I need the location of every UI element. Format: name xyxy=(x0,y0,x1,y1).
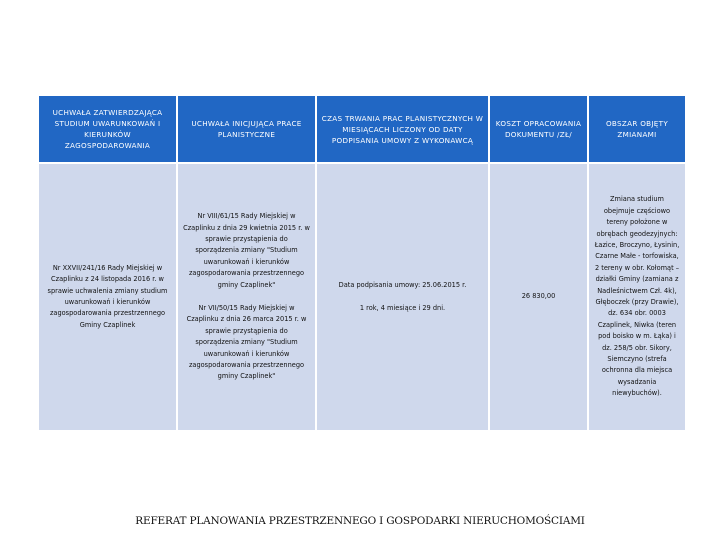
table-row xyxy=(39,164,685,430)
table-header-row xyxy=(39,96,685,162)
cell-cost xyxy=(490,164,587,430)
planning-table xyxy=(37,94,687,432)
header-approving-resolution: UCHWAŁA ZATWIERDZAJĄCA STUDIUM UWARUNKOWAŃ I KIERUNKÓW ZAGOSPODAROWANIA xyxy=(39,96,176,162)
cell-area xyxy=(589,164,685,430)
area-description: Zmiana studium obejmuje częściowo tereny położone w obrębach geodezyjnych: Łazice, Broczyno, Łysinin, Czarne Małe - torfowiska, 2 tereny w obr. Kołomąt – działki Gminy (zamiana z Nadleśnictwem Czł. 4k), Głęboczek (przy Drawie), dz. 634 obr. 0003 Czaplinek, Niwka (teren pod boisko w m. Łąka) i dz. 258/5 obr. Sikory, Siemczyno (strefa ochronna dla miejsca wysadzania niewybuchów). xyxy=(594,195,680,398)
footer-department: REFERAT PLANOWANIA PRZESTRZENNEGO I GOSPODARKI NIERUCHOMOŚCIAMI xyxy=(135,515,585,527)
cell-approving-resolution xyxy=(39,164,176,430)
duration-value: 1 rok, 4 miesiące i 29 dni. xyxy=(359,304,446,312)
approving-resolution-text: Nr XXVII/241/16 Rady Miejskiej w Czaplinku z 24 listopada 2016 r. w sprawie uchwalenia zmiany studium uwarunkowań i kierunków zagospodarowania przestrzennego Gminy Czaplinek xyxy=(47,263,168,329)
header-cost: KOSZT OPRACOWANIA DOKUMENTU /ZŁ/ xyxy=(490,96,587,162)
initiating-resolution-2: Nr VII/50/15 Rady Miejskiej w Czaplinku z dnia 26 marca 2015 r. w sprawie przystąpienia do sporządzenia zmiany "Studium uwarunkowań i kierunków zagospodarowania przestrzennego gminy Czaplinek" xyxy=(186,304,307,381)
header-duration: CZAS TRWANIA PRAC PLANISTYCZNYCH W MIESIĄCACH LICZONY OD DATY PODPISANIA UMOWY Z WYKONAWCĄ xyxy=(317,96,488,162)
contract-date: Data podpisania umowy: 25.06.2015 r. xyxy=(338,280,467,289)
cost-value: 26 830,00 xyxy=(521,292,556,301)
header-area: OBSZAR OBJĘTY ZMIANAMI xyxy=(589,96,685,162)
initiating-resolution-1: Nr VIII/61/15 Rady Miejskiej w Czaplinku z dnia 29 kwietnia 2015 r. w sprawie przystąpienia do sporządzenia zmiany "Studium uwarunkowań i kierunków zagospodarowania przestrzennego gminy Czaplinek" xyxy=(183,212,310,289)
cell-duration xyxy=(317,164,488,430)
header-initiating-resolution: UCHWAŁA INICJUJĄCA PRACE PLANISTYCZNE xyxy=(178,96,315,162)
cell-initiating-resolutions xyxy=(178,164,315,430)
